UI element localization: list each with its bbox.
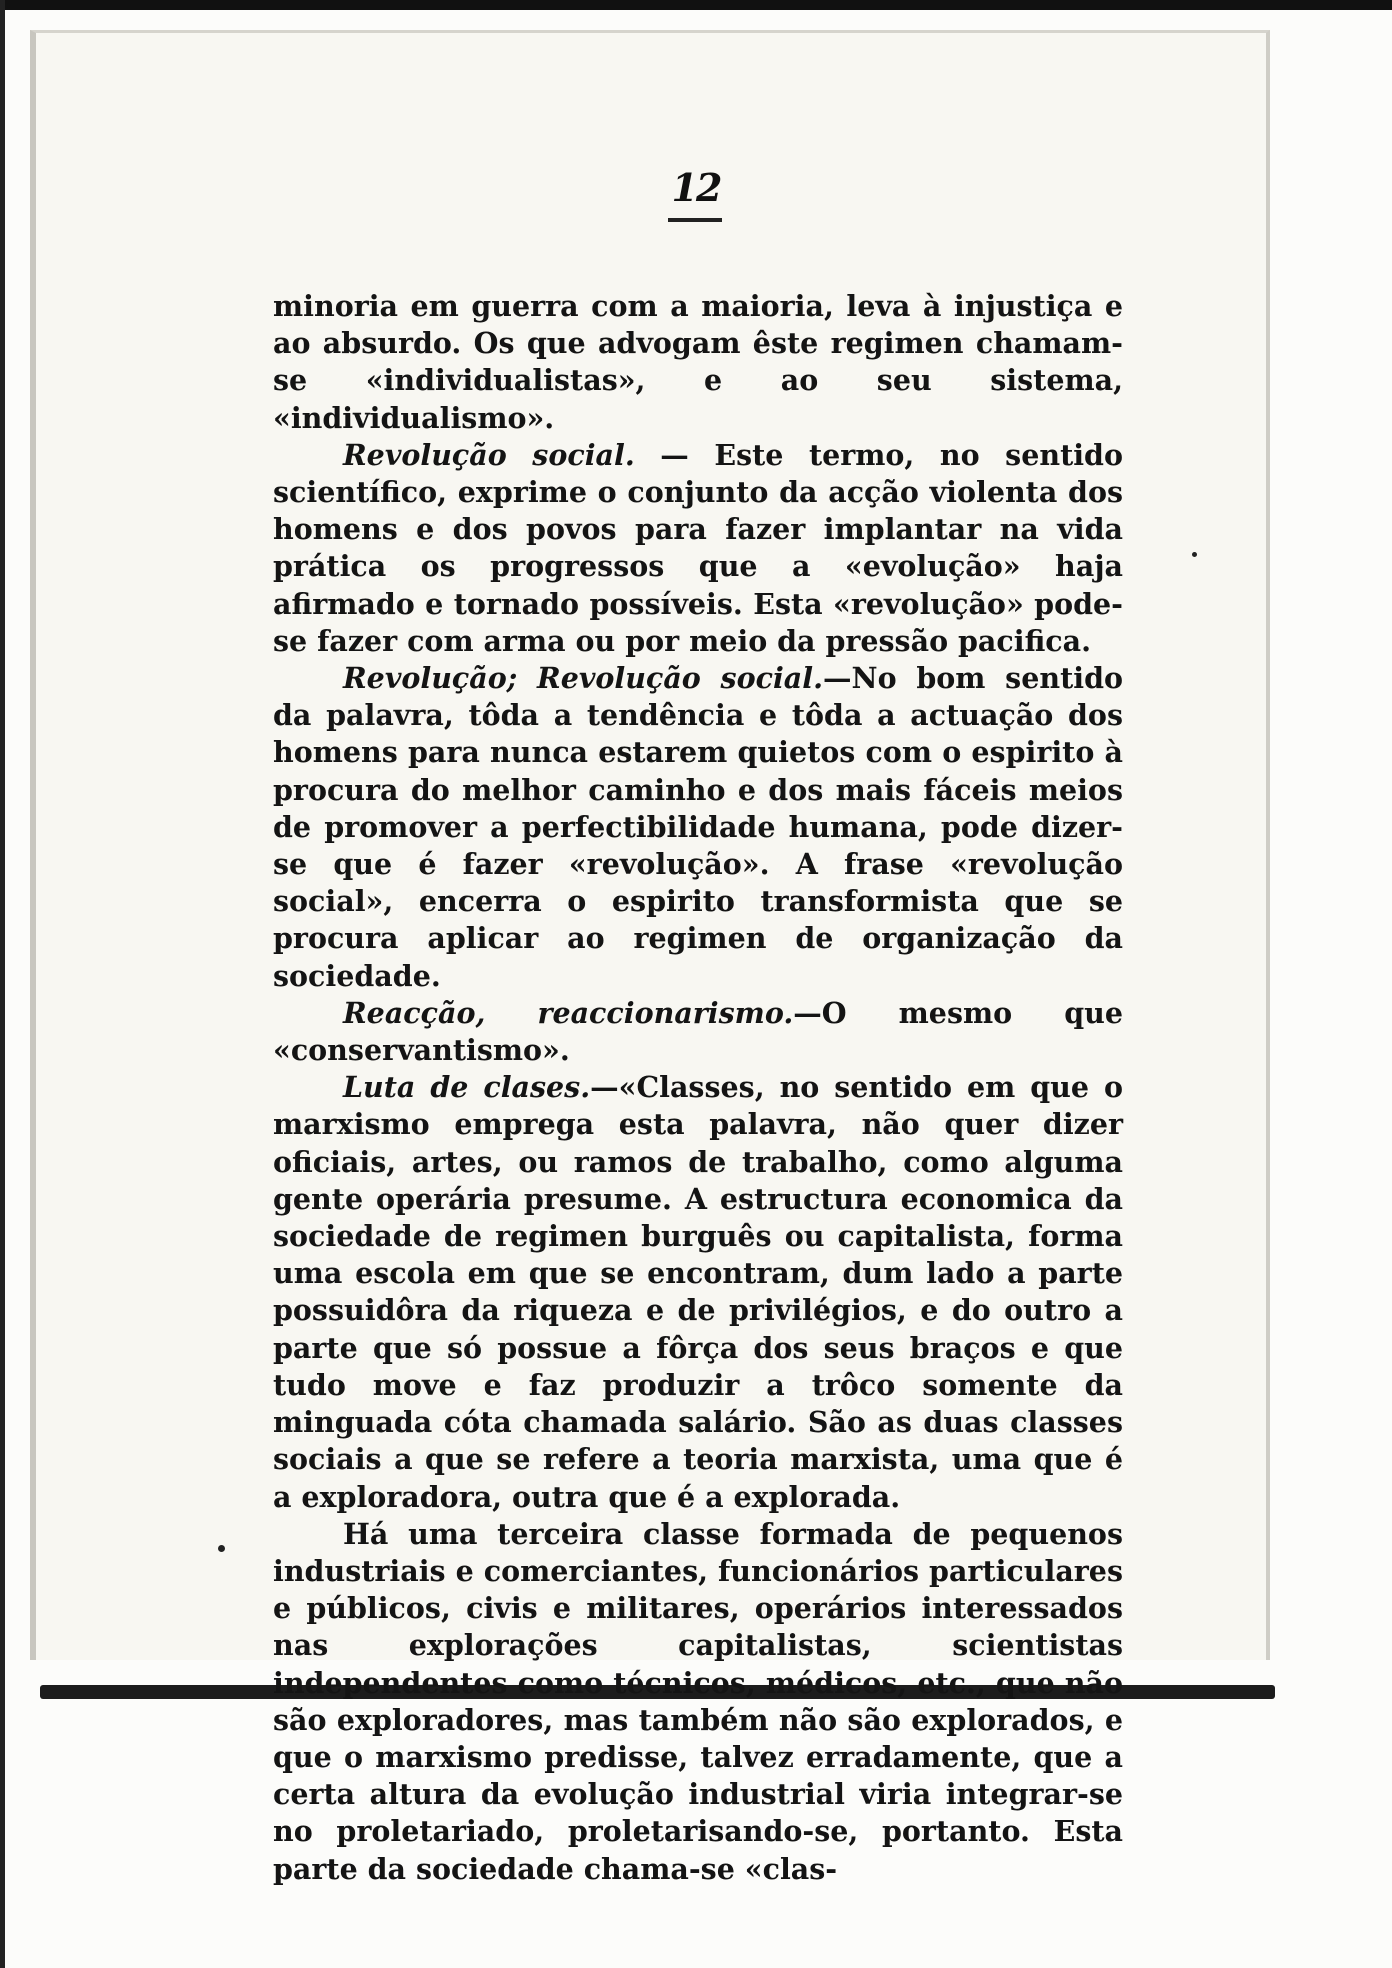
paragraph-terceira-classe [273, 1516, 1123, 1888]
scan-speck [218, 1545, 225, 1552]
paragraph-reaccao [273, 995, 1123, 1069]
paragraph-text: Há uma terceira classe formada de pequenos industriais e comerciantes, funcionários particulares e públicos, civis e militares, operários interessados nas explorações capitalistas, scientistas independentes como técnicos, médicos, etc., que não são exploradores, mas também não são explorados, e que o marxismo predisse, talvez erradamente, que a certa altura da evolução industrial viria integrar-se no proletariado, proletarisando-se, portanto. Esta parte da sociedade chama-se «clas- [273, 1516, 1123, 1886]
left-scan-border [0, 0, 5, 1968]
paragraph-revolucao-social [273, 437, 1123, 660]
page-number: 12 [671, 165, 721, 210]
paragraph-term: Revolução social. [343, 437, 635, 472]
top-scan-border [0, 0, 1392, 10]
paragraph-term: Revolução; Revolução social. [343, 661, 824, 696]
paragraph-revolucao [273, 660, 1123, 995]
paragraph-1 [273, 288, 1123, 437]
paragraph-term: Luta de clases. [343, 1070, 591, 1105]
body-text [273, 288, 1123, 1888]
paragraph-text: —O mesmo que «conservantismo». [273, 995, 1123, 1068]
paragraph-text: —«Classes, no sentido em que o marxismo emprega esta palavra, não quer dizer oficiais, artes, ou ramos de trabalho, como alguma gente operária presume. A estructura economica da sociedade de regimen burguês ou capitalista, forma uma escola em que se encontram, dum lado a parte possuidôra da riqueza e de privilégios, e do outro a parte que só possue a fôrça dos seus braços e que tudo move e faz produzir a trôco somente da minguada cóta chamada salário. São as duas classes sociais a que se refere a teoria marxista, uma que é a exploradora, outra que é a explorada. [273, 1070, 1123, 1514]
paragraph-term: Reacção, reaccionarismo. [343, 995, 794, 1030]
paragraph-text: minoria em guerra com a maioria, leva à injustiça e ao absurdo. Os que advogam êste regimen chamam-se «individualistas», e ao seu sistema, «individualismo». [273, 289, 1123, 435]
paragraph-luta-de-clases [273, 1069, 1123, 1515]
paragraph-text: — Este termo, no sentido scientífico, exprime o conjunto da acção violenta dos homens e dos povos para fazer implantar na vida prática os progressos que a «evolução» haja afirmado e tornado possíveis. Esta «revolução» pode-se fazer com arma ou por meio da pressão pacifica. [273, 437, 1123, 658]
paragraph-text: —No bom sentido da palavra, tôda a tendência e tôda a actuação dos homens para nunca estarem quietos com o espirito à procura do melhor caminho e dos mais fáceis meios de promover a perfectibilidade humana, pode dizer-se que é fazer «revolução». A frase «revolução social», encerra o espirito transformista que se procura aplicar ao regimen de organização da sociedade. [273, 661, 1124, 993]
page-number-underline [668, 218, 722, 222]
scan-speck [1192, 552, 1197, 557]
